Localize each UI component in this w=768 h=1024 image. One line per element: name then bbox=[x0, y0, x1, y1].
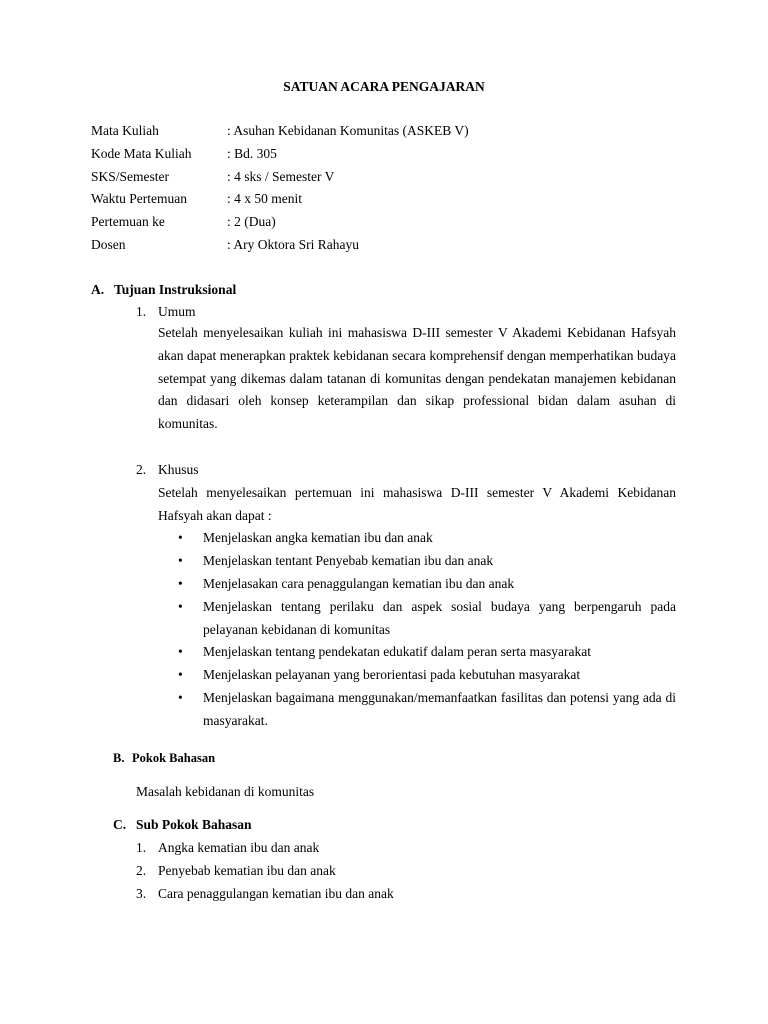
info-label: Mata Kuliah bbox=[91, 123, 159, 138]
bullet-icon: • bbox=[178, 576, 183, 591]
list-label: Umum bbox=[158, 304, 196, 319]
list-item-text: Menjelaskan bagaimana menggunakan/memanfaatkan fasilitas dan potensi yang ada di masyarakat. bbox=[203, 690, 676, 728]
info-value: : Asuhan Kebidanan Komunitas (ASKEB V) bbox=[227, 123, 469, 138]
info-label: Kode Mata Kuliah bbox=[91, 146, 192, 161]
info-row-mata-kuliah bbox=[91, 122, 469, 140]
list-item bbox=[136, 885, 394, 903]
info-value: : 4 sks / Semester V bbox=[227, 169, 335, 184]
info-row-sks bbox=[91, 168, 334, 186]
list-number: 3. bbox=[136, 886, 147, 901]
page-title: SATUAN ACARA PENGAJARAN bbox=[283, 79, 485, 94]
list-item bbox=[178, 573, 676, 596]
list-item-text: Menjelaskan pelayanan yang berorientasi pada kebutuhan masyarakat bbox=[203, 667, 581, 682]
section-letter: B. bbox=[113, 751, 125, 765]
list-item bbox=[178, 687, 676, 733]
list-item-text: Menjelaskan tentang pendekatan edukatif dalam peran serta masyarakat bbox=[203, 644, 591, 659]
khusus-heading bbox=[136, 461, 199, 479]
list-item-text: Menjelasakan cara penaggulangan kematian ibu dan anak bbox=[203, 576, 515, 591]
list-item bbox=[178, 550, 676, 573]
list-number: 2. bbox=[136, 462, 147, 477]
list-number: 2. bbox=[136, 863, 147, 878]
info-row-pertemuan bbox=[91, 213, 276, 231]
list-item bbox=[136, 839, 319, 857]
list-label: Khusus bbox=[158, 462, 199, 477]
section-letter: C. bbox=[113, 817, 127, 832]
pokok-bahasan-text: Masalah kebidanan di komunitas bbox=[136, 784, 315, 799]
list-item bbox=[178, 596, 676, 642]
umum-paragraph: Setelah menyelesaikan kuliah ini mahasiswa D-III semester V Akademi Kebidanan Hafsyah akan dapat menerapkan praktek kebidanan secara komprehensif dengan memperhatikan budaya setempat yang dikemas dalam tatanan di komunitas dengan pendekatan manajemen kebidanan dan didasari oleh konsep keterampilan dan sikap professional bidan dalam asuhan di komunitas. bbox=[158, 325, 676, 432]
list-number: 1. bbox=[136, 304, 147, 319]
list-item-text: Menjelaskan tentant Penyebab kematian ibu dan anak bbox=[203, 553, 494, 568]
list-item bbox=[136, 862, 336, 880]
info-label: Waktu Pertemuan bbox=[91, 191, 188, 206]
list-item-text: Angka kematian ibu dan anak bbox=[158, 840, 320, 855]
bullet-icon: • bbox=[178, 667, 183, 682]
list-item-text: Penyebab kematian ibu dan anak bbox=[158, 863, 336, 878]
info-row-dosen bbox=[91, 236, 359, 254]
info-label: SKS/Semester bbox=[91, 169, 170, 184]
section-letter: A. bbox=[91, 282, 105, 297]
info-label: Dosen bbox=[91, 237, 126, 252]
khusus-intro: Setelah menyelesaikan pertemuan ini mahasiswa D-III semester V Akademi Kebidanan Hafsyah akan dapat : bbox=[158, 485, 676, 523]
bullet-icon: • bbox=[178, 553, 183, 568]
list-item bbox=[178, 641, 676, 664]
bullet-icon: • bbox=[178, 599, 183, 614]
section-title: Tujuan Instruksional bbox=[114, 282, 237, 297]
list-item-text: Cara penaggulangan kematian ibu dan anak bbox=[158, 886, 394, 901]
umum-heading bbox=[136, 303, 196, 321]
bullet-icon: • bbox=[178, 644, 183, 659]
list-item bbox=[178, 664, 676, 687]
info-value: : 4 x 50 menit bbox=[227, 191, 302, 206]
section-a-heading bbox=[91, 281, 236, 299]
info-label: Pertemuan ke bbox=[91, 214, 165, 229]
bullet-icon: • bbox=[178, 530, 183, 545]
list-item-text: Menjelaskan angka kematian ibu dan anak bbox=[203, 530, 433, 545]
section-title: Sub Pokok Bahasan bbox=[136, 817, 252, 832]
section-title: Pokok Bahasan bbox=[132, 751, 216, 765]
list-item bbox=[178, 527, 676, 550]
info-value: : 2 (Dua) bbox=[227, 214, 276, 229]
bullet-icon: • bbox=[178, 690, 183, 705]
section-b-heading bbox=[113, 749, 215, 767]
list-number: 1. bbox=[136, 840, 147, 855]
section-c-heading bbox=[113, 816, 252, 834]
list-item-text: Menjelaskan tentang perilaku dan aspek sosial budaya yang berpengaruh pada pelayanan kebidanan di komunitas bbox=[203, 599, 676, 637]
info-value: : Bd. 305 bbox=[227, 146, 277, 161]
info-row-waktu bbox=[91, 190, 302, 208]
info-row-kode bbox=[91, 145, 277, 163]
info-value: : Ary Oktora Sri Rahayu bbox=[227, 237, 359, 252]
